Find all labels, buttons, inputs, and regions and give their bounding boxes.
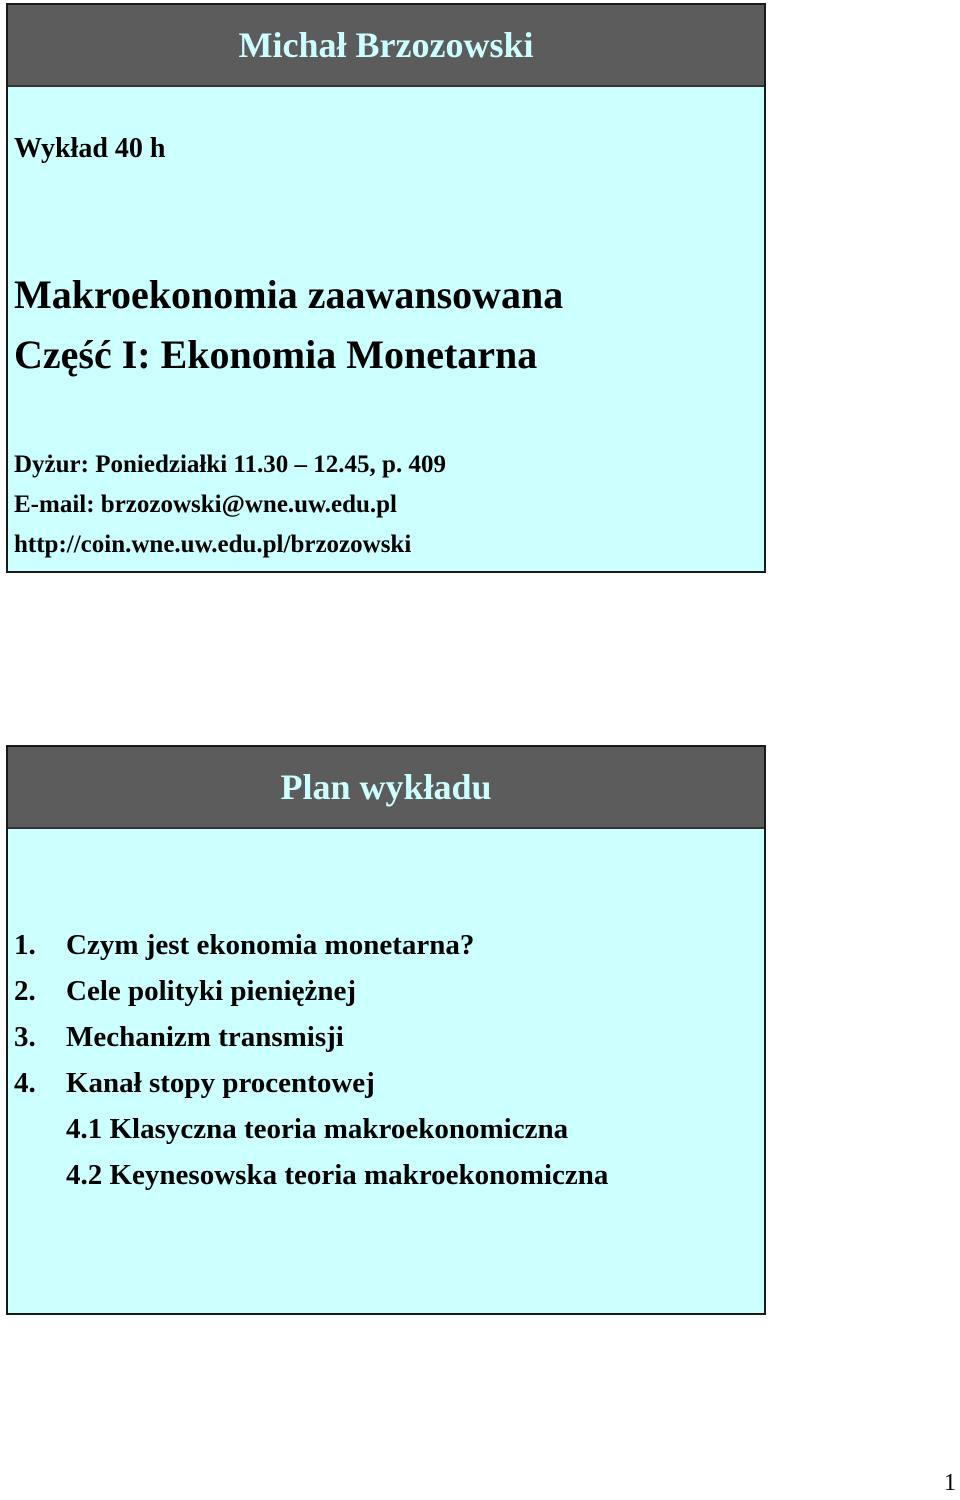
plan-subitem-text: 4.2 Keynesowska teoria makroekonomiczna [66, 1159, 609, 1191]
lecture-hours: Wykład 40 h [14, 133, 166, 164]
plan-item [14, 968, 608, 1014]
course-part: Część I: Ekonomia Monetarna [14, 332, 538, 377]
slide-lecture-plan [6, 745, 766, 1315]
email: E-mail: brzozowski@wne.uw.edu.pl [14, 491, 398, 518]
plan-item-text: Kanał stopy procentowej [66, 1067, 375, 1099]
plan-item-number: 1. [14, 929, 36, 961]
course-title: Makroekonomia zaawansowana [14, 272, 564, 317]
slide-course-info [6, 3, 766, 573]
plan-item-text: Mechanizm transmisji [66, 1021, 344, 1053]
plan-subitem-text: 4.1 Klasyczna teoria makroekonomiczna [66, 1113, 569, 1145]
slide-title: Michał Brzozowski [8, 5, 764, 87]
plan-item [14, 1060, 608, 1106]
website-url: http://coin.wne.uw.edu.pl/brzozowski [14, 531, 412, 558]
slide-title: Plan wykładu [8, 747, 764, 829]
office-hours: Dyżur: Poniedziałki 11.30 – 12.45, p. 409 [14, 451, 446, 478]
plan-item [14, 922, 608, 968]
plan-subitem [14, 1106, 608, 1152]
contact-info [14, 445, 446, 565]
plan-item-text: Cele polityki pieniężnej [66, 975, 356, 1007]
plan-item-number: 4. [14, 1067, 36, 1099]
course-name [14, 265, 563, 385]
plan-subitem [14, 1152, 608, 1198]
plan-item-number: 2. [14, 975, 36, 1007]
plan-item-number: 3. [14, 1021, 36, 1053]
plan-list [14, 922, 608, 1198]
plan-item-text: Czym jest ekonomia monetarna? [66, 929, 475, 961]
page-number: 1 [944, 1470, 956, 1496]
plan-item [14, 1014, 608, 1060]
